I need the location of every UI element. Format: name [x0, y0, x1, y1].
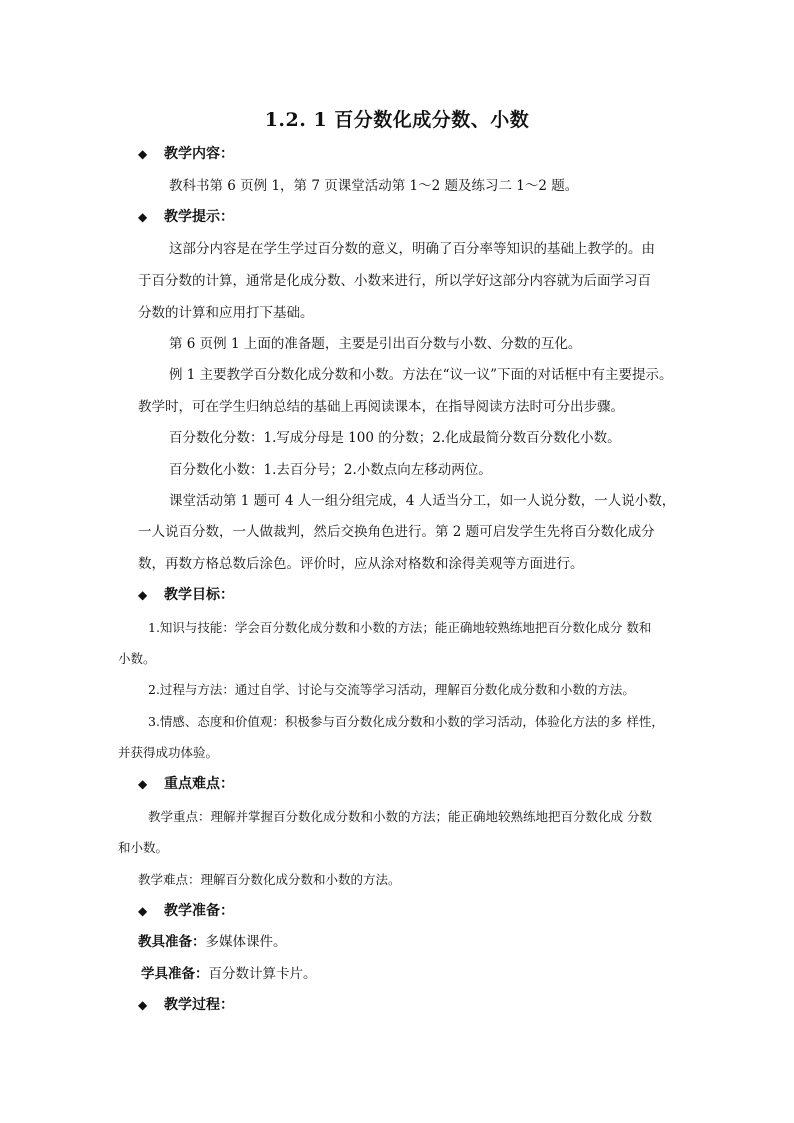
key-point-line: 教学重点：理解并掌握百分数化成分数和小数的方法；能正确地较熟练地把百分数化成 分数	[148, 809, 652, 824]
teacher-prep-line	[138, 933, 287, 951]
key-point-line: 和小数。	[118, 840, 169, 855]
section-preparation	[138, 902, 234, 920]
hint-paragraph-line: 例 1 主要教学百分数化成分数和小数。方法在“议一议”下面的对话框中有主要提示。	[169, 367, 673, 383]
hint-paragraph-line: 一人说百分数，一人做裁判，然后交换角色进行。第 2 题可启发学生先将百分数化成分	[138, 524, 655, 540]
hint-paragraph-line: 百分数化小数：1.去百分号；2.小数点向左移动两位。	[169, 462, 492, 478]
goal-line: 3.情感、态度和价值观：积极参与百分数化成分数和小数的学习活动，体验化方法的多 样性，	[148, 714, 664, 729]
hint-paragraph-line: 数，再数方格总数后涂色。评价时，应从涂对格数和涂得美观等方面进行。	[138, 556, 584, 572]
diamond-bullet-icon: ◆	[138, 998, 148, 1012]
diamond-bullet-icon: ◆	[138, 147, 148, 161]
diamond-bullet-icon: ◆	[138, 588, 148, 602]
diamond-bullet-icon: ◆	[138, 904, 148, 918]
section-teaching-goals	[138, 586, 234, 604]
diamond-bullet-icon: ◆	[138, 210, 148, 224]
section-heading: 教学准备：	[164, 903, 234, 919]
section-key-points	[138, 775, 234, 793]
section-heading: 重点难点：	[164, 776, 234, 792]
key-point-line: 教学难点：理解百分数化成分数和小数的方法。	[138, 872, 401, 887]
goal-line: 并获得成功体验。	[118, 745, 219, 760]
section-teaching-content	[138, 145, 234, 163]
student-prep-label: 学具准备：	[141, 966, 209, 982]
student-prep-value: 百分数计算卡片。	[208, 966, 317, 982]
hint-paragraph-line: 第 6 页例 1 上面的准备题，主要是引出百分数与小数、分数的互化。	[169, 336, 582, 352]
section-process	[138, 996, 234, 1014]
student-prep-line	[141, 965, 317, 983]
goal-line: 2.过程与方法：通过自学、讨论与交流等学习活动，理解百分数化成分数和小数的方法。	[148, 682, 635, 697]
section-heading: 教学内容：	[164, 146, 234, 162]
diamond-bullet-icon: ◆	[138, 777, 148, 791]
goal-line: 小数。	[118, 651, 156, 666]
hint-paragraph-line: 百分数化分数：1.写成分母是 100 的分数；2.化成最简分数百分数化小数。	[169, 430, 621, 446]
hint-paragraph-line: 课堂活动第 1 题可 4 人一组分组完成，4 人适当分工，如一人说分数，一人说小数，	[169, 493, 676, 509]
hint-paragraph-line: 于百分数的计算，通常是化成分数、小数来进行，所以学好这部分内容就为后面学习百	[138, 273, 651, 289]
goal-line: 1.知识与技能：学会百分数化成分数和小数的方法；能正确地较熟练地把百分数化成分 数和	[148, 620, 652, 635]
hint-paragraph-line: 这部分内容是在学生学过百分数的意义，明确了百分率等知识的基础上教学的。由	[169, 241, 655, 257]
section-teaching-hints	[138, 208, 234, 226]
section-heading: 教学提示：	[164, 209, 234, 225]
teacher-prep-value: 多媒体课件。	[205, 934, 287, 950]
hint-paragraph-line: 教学时，可在学生归纳总结的基础上再阅读课本，在指导阅读方法时可分出步骤。	[138, 399, 624, 415]
section-heading: 教学过程：	[164, 997, 234, 1013]
teacher-prep-label: 教具准备：	[138, 934, 206, 950]
hint-paragraph-line: 分数的计算和应用打下基础。	[138, 305, 314, 321]
section-heading: 教学目标：	[164, 587, 234, 603]
content-text: 教科书第 6 页例 1，第 7 页课堂活动第 1～2 题及练习二 1～2 题。	[169, 178, 579, 194]
page-title: 1.2. 1 百分数化成分数、小数	[264, 109, 530, 131]
